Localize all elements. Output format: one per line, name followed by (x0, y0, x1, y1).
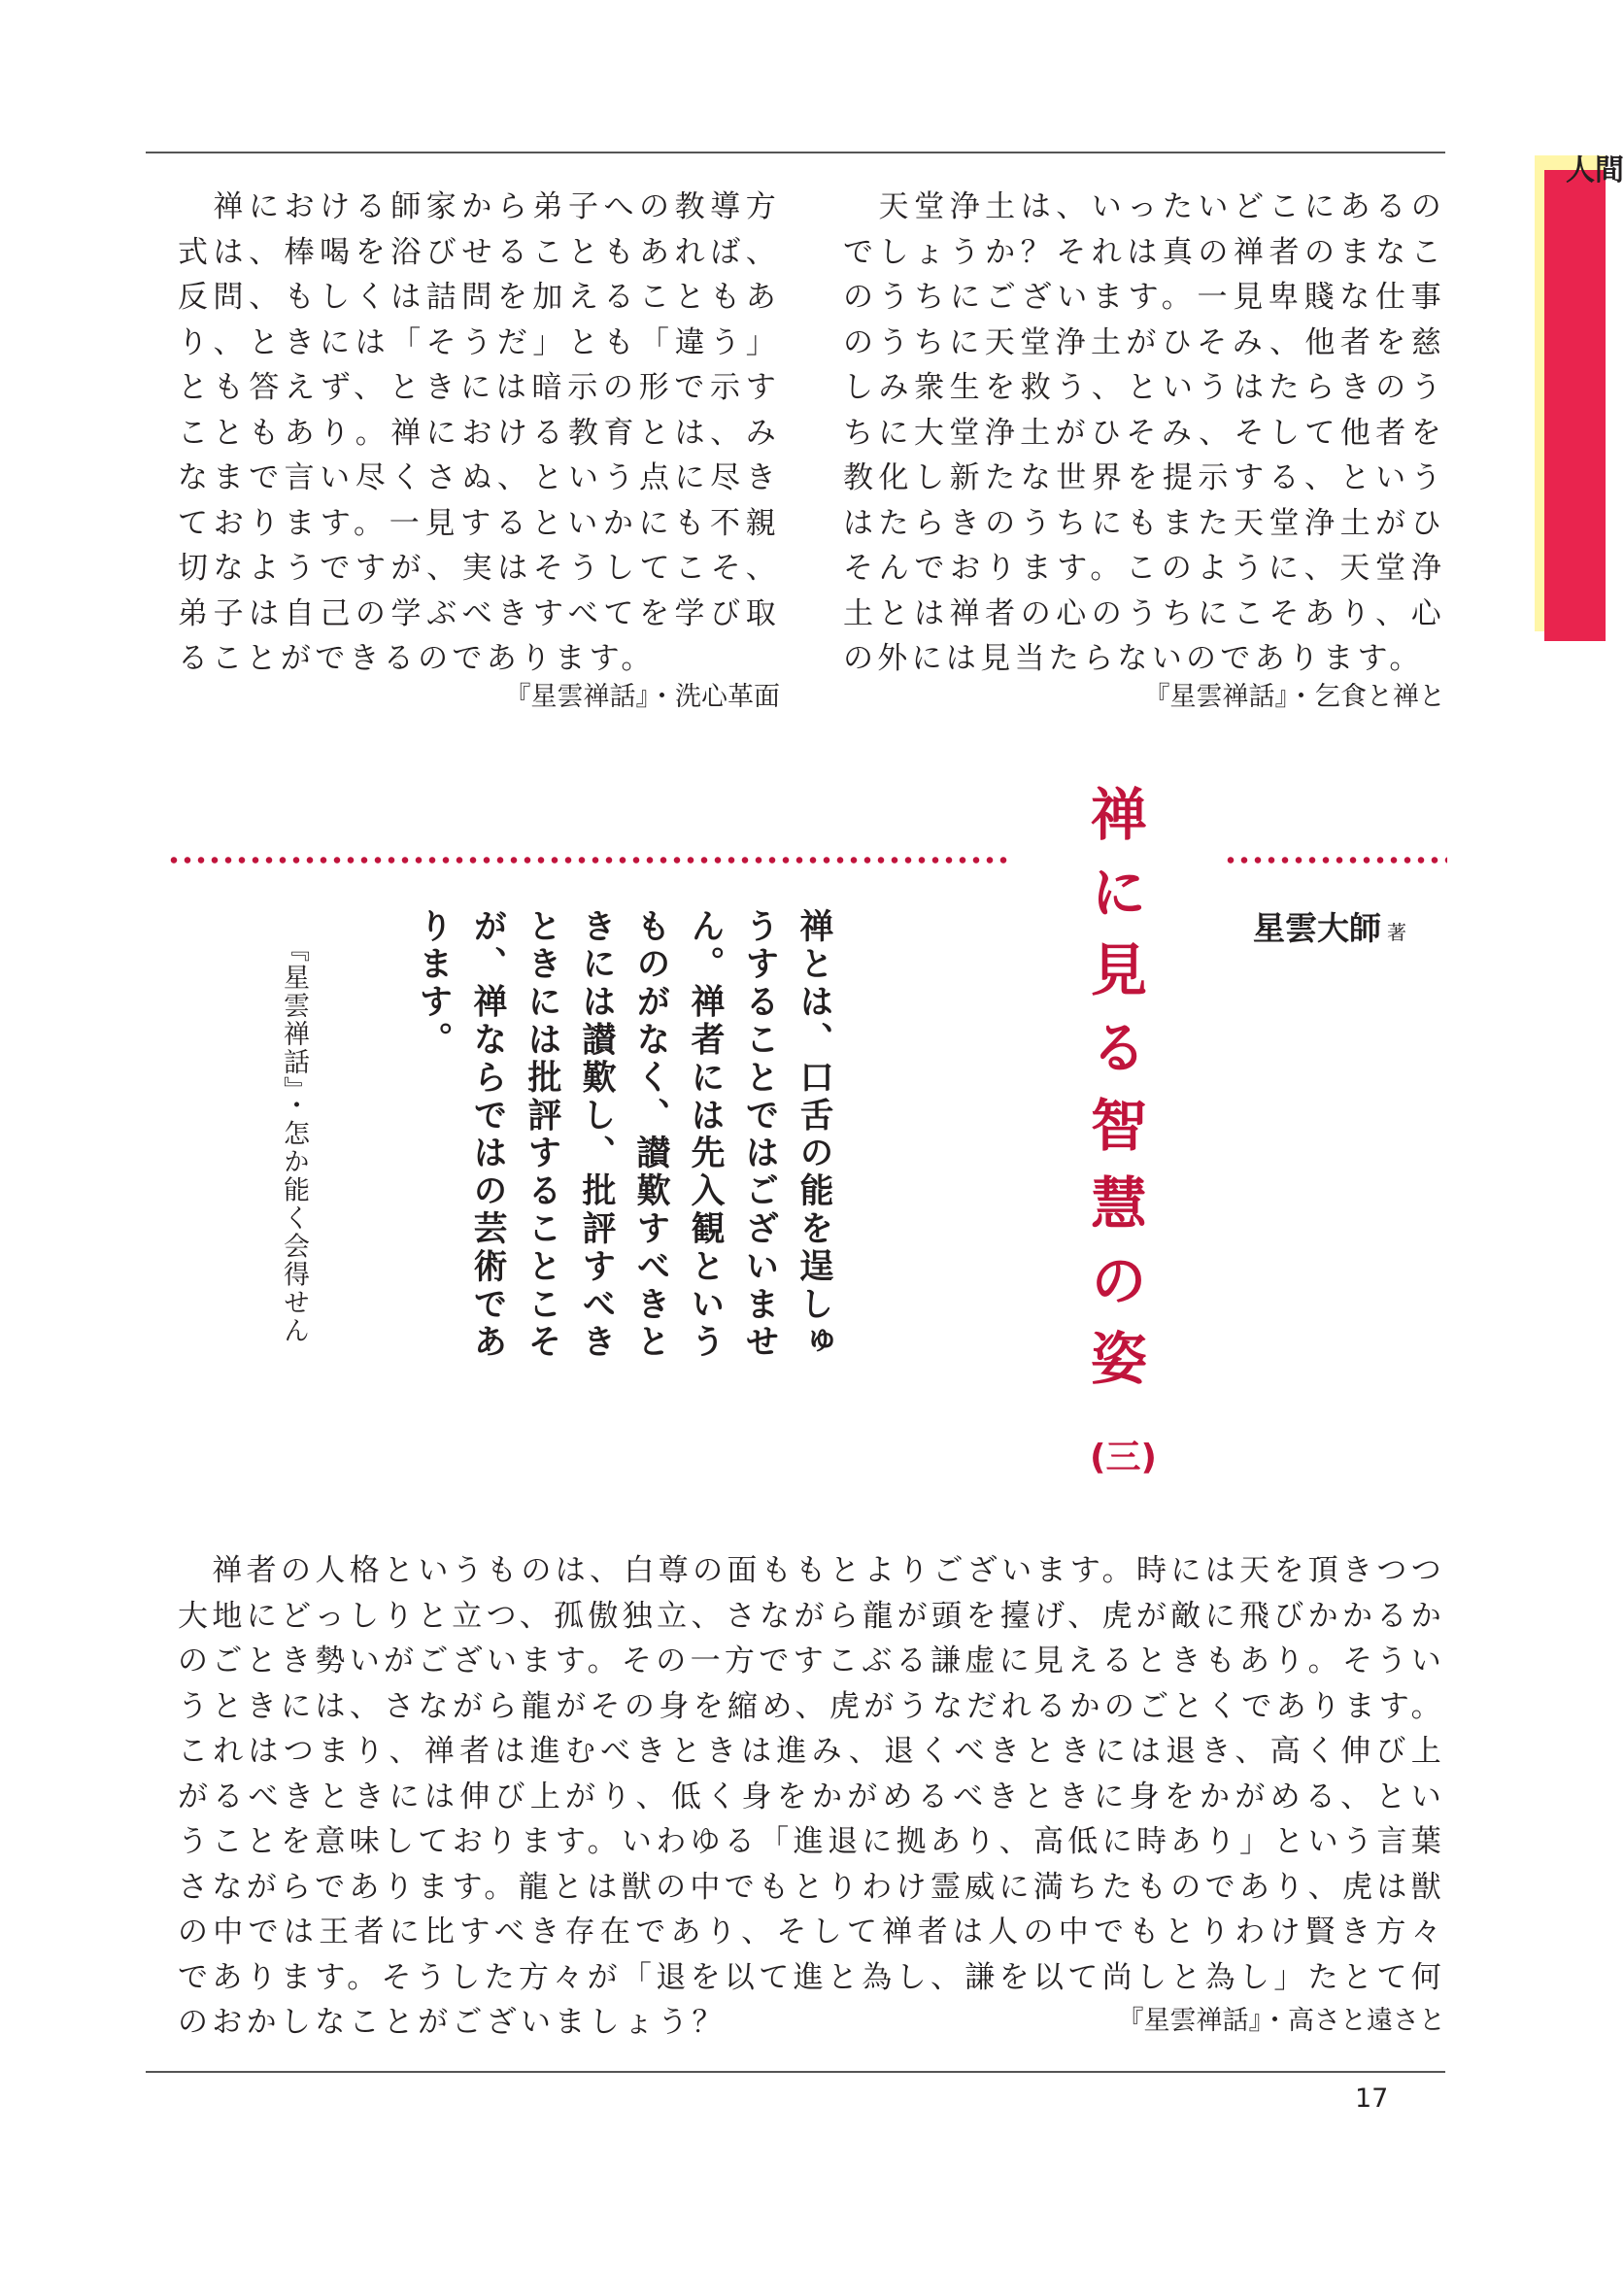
vertical-source: 『星雲禅話』・怎か能く会得せん (279, 935, 309, 1345)
title-dotted-rule-left (167, 857, 1010, 864)
top-right-source: 『星雲禅話』・乞食と禅と (1143, 682, 1445, 712)
article-title: 禅に見る智慧の姿 (1081, 785, 1147, 1407)
author-credit (1253, 903, 1406, 949)
footer-rule (146, 2071, 1445, 2073)
top-left-source: 『星雲禅話』・洗心革面 (504, 682, 780, 712)
bottom-paragraph: 禅者の人格というものは、白尊の面ももとよりございます。時には天を頂きつつ大地にどっしりと立つ、孤傲独立、さながら龍が頭を擡げ、虎が敵に飛びかかるかのごとき勢いがございます。その一方ですこぶる謙虚に見えるときもあり。そういうときには、さながら龍がその身を縮め、虎がうなだれるかのごとくであります。これはつまり、禅者は進むべきときは進み、退くべきときには退き、高く伸び上がるべきときには伸び上がり、低く身をかがめるべきときに身をかがめる、ということを意味しております。いわゆる「進退に拠あり、高低に時あり」という言葉さながらであります。龍とは獣の中でもとりわけ霊威に満ちたものであり、虎は獣の中では王者に比すべき存在であり、そして禅者は人の中でもとりわけ賢き方々であります。そうした方々が「退を以て進と為し、謙を以て尚しと為し」たとて何のおかしなことがございましょう？ (178, 1553, 1445, 2040)
author-name: 星雲大師 (1253, 909, 1381, 947)
article-title-number: (三) (1090, 1438, 1157, 1477)
top-left-paragraph: 禅における師家から弟子への教導方式は、棒喝を浴びせることもあれば、反問、もしくは詰問を加えることもあり、ときには「そうだ」とも「違う」とも答えず、ときには暗示の形で示すこともあり。禅における教育とは、みなまで言い尽くさぬ、という点に尽きております。一見するといかにも不親切なようですが、実はそうしてこそ、弟子は自己の学ぶべきすべてを学び取ることができるのであります。 (178, 189, 780, 676)
author-suffix: 著 (1387, 921, 1406, 944)
bottom-source: 『星雲禅話』・高さと遠さと (1117, 2006, 1445, 2036)
header-rule (146, 152, 1445, 153)
title-dotted-rule-right (1224, 857, 1447, 864)
vertical-paragraph: 禅とは、口舌の能を逞しゅうすることではございません。禅者には先入観というものがなく、讃歎すべきときには讃歎し、批評すべきときには批評することこそが、禅ならではの芸術であります。 (414, 908, 833, 1362)
side-tab (1544, 170, 1606, 641)
top-right-paragraph: 天堂浄土は、いったいどこにあるのでしょうか？それは真の禅者のまなこのうちにございます。一見卑賤な仕事のうちに天堂浄土がひそみ、他者を慈しみ衆生を救う、というはたらきのうちに大堂浄土がひそみ、そして他者を教化し新たな世界を提示する、というはたらきのうちにもまた天堂浄土がひそんでおります。このように、天堂浄土とは禅者の心のうちにこそあり、心の外には見当たらないのであります。 (843, 189, 1445, 676)
page-number: 17 (1355, 2084, 1389, 2114)
side-tab-label: 人間 (1566, 153, 1624, 187)
